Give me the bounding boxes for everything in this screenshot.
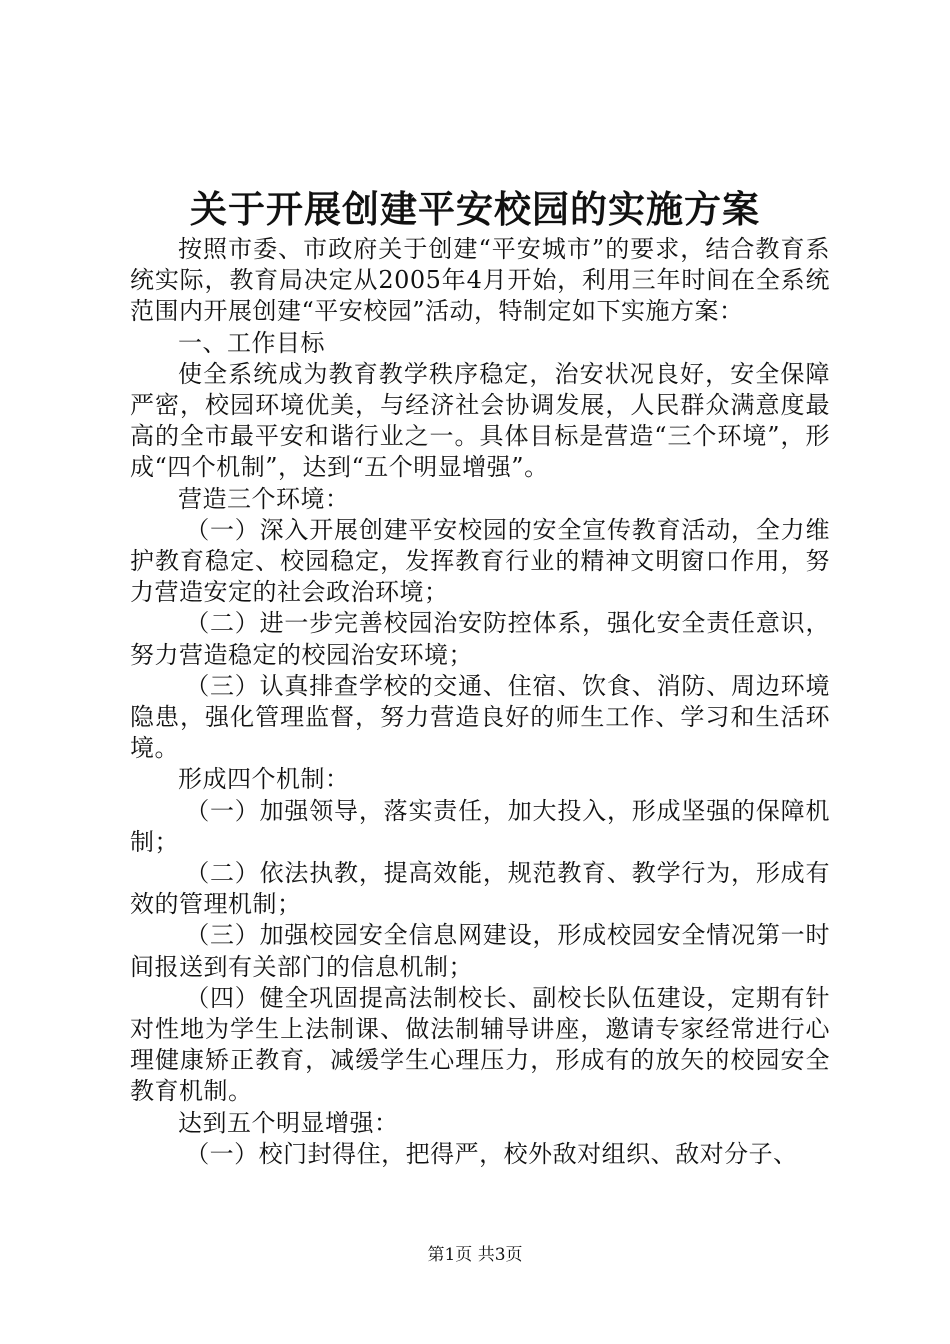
document-title: 关于开展创建平安校园的实施方案	[190, 187, 760, 231]
list-item-mechanism-1: （一）加强领导，落实责任，加大投入，形成坚强的保障机制；	[130, 796, 830, 856]
list-item-mechanism-4: （四）健全巩固提高法制校长、副校长队伍建设，定期有针对性地为学生上法制课、做法制辅导讲座，邀请专家经常进行心理健康矫正教育，减缓学生心理压力，形成有的放矢的校园安全教育机制。	[130, 983, 830, 1106]
list-item-environment-1: （一）深入开展创建平安校园的安全宣传教育活动，全力维护教育稳定、校园稳定，发挥教育行业的精神文明窗口作用，努力营造安定的社会政治环境；	[130, 515, 830, 607]
list-item-enhancement-1: （一）校门封得住，把得严，校外敌对组织、敌对分子、	[185, 1139, 798, 1168]
list-item-mechanism-2: （二）依法执教，提高效能，规范教育、教学行为，形成有效的管理机制；	[130, 859, 830, 919]
section-heading-work-goal: 一、工作目标	[178, 328, 325, 357]
page-footer: 第1页 共3页	[427, 1245, 523, 1265]
list-item-environment-2: （二）进一步完善校园治安防控体系，强化安全责任意识，努力营造稳定的校园治安环境；	[130, 609, 830, 669]
paragraph-goal: 使全系统成为教育教学秩序稳定，治安状况良好，安全保障严密，校园环境优美，与经济社会协调发展，人民群众满意度最高的全市最平安和谐行业之一。具体目标是营造“三个环境”，形成“四个机制”，达到“五个明显增强”。	[130, 359, 830, 482]
subheading-four-mechanisms: 形成四个机制：	[178, 765, 350, 794]
list-item-mechanism-3: （三）加强校园安全信息网建设，形成校园安全情况第一时间报送到有关部门的信息机制；	[130, 921, 830, 981]
subheading-five-enhancements: 达到五个明显增强：	[178, 1108, 399, 1137]
list-item-environment-3: （三）认真排查学校的交通、住宿、饮食、消防、周边环境隐患，强化管理监督，努力营造良好的师生工作、学习和生活环境。	[130, 671, 830, 763]
subheading-three-environments: 营造三个环境：	[178, 484, 350, 513]
paragraph-intro: 按照市委、市政府关于创建“平安城市”的要求，结合教育系统实际，教育局决定从2005年4月开始，利用三年时间在全系统范围内开展创建“平安校园”活动，特制定如下实施方案：	[130, 235, 830, 326]
document-body	[130, 234, 830, 1170]
